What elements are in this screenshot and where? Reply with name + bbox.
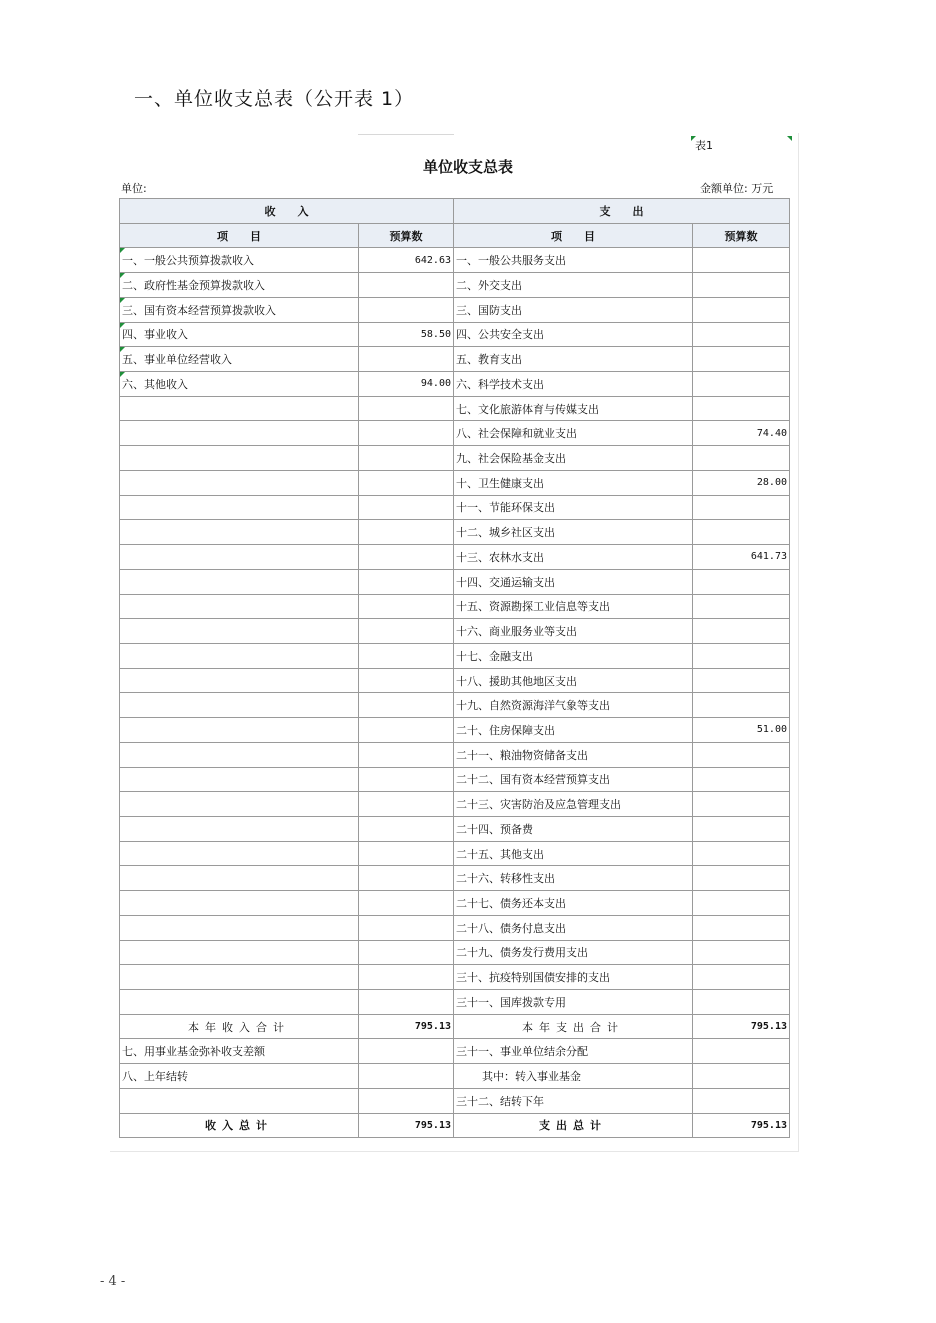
- expense-amount-cell: [693, 619, 790, 644]
- table-row: [120, 569, 790, 594]
- expense-subtotal-amount: 795.13: [693, 1014, 790, 1039]
- table-row: [120, 915, 790, 940]
- income-item-cell: [120, 396, 359, 421]
- expense-item-cell: 七、文化旅游体育与传媒支出: [454, 396, 693, 421]
- expense-amount-cell: [693, 1088, 790, 1113]
- expense-item-cell: 其中：转入事业基金: [454, 1064, 693, 1089]
- income-budget-header: 预算数: [359, 223, 454, 248]
- income-amount-cell: [359, 1039, 454, 1064]
- cell-marker-icon: [120, 273, 125, 278]
- expense-item-header: 项 目: [454, 223, 693, 248]
- cell-marker-icon: [120, 347, 125, 352]
- table-row: [120, 718, 790, 743]
- income-header: 收 入: [120, 199, 454, 224]
- unit-label: 单位:: [121, 182, 147, 195]
- income-item-cell: [120, 495, 359, 520]
- table-row: [120, 792, 790, 817]
- expense-amount-cell: [693, 643, 790, 668]
- expense-amount-cell: [693, 569, 790, 594]
- cell-marker-icon: [787, 136, 792, 141]
- expense-amount-cell: [693, 495, 790, 520]
- expense-budget-header: 预算数: [693, 223, 790, 248]
- table-row: [120, 990, 790, 1015]
- expense-amount-cell: [693, 990, 790, 1015]
- income-amount-cell: [359, 866, 454, 891]
- income-amount-cell: [359, 495, 454, 520]
- table-title: 单位收支总表: [422, 158, 513, 176]
- page-number: - 4 -: [100, 1274, 126, 1289]
- expense-amount-cell: [693, 841, 790, 866]
- table-row: [120, 273, 790, 298]
- income-item-cell: [120, 742, 359, 767]
- income-item-cell: [120, 718, 359, 743]
- expense-item-cell: 二、外交支出: [454, 273, 693, 298]
- expense-amount-cell: [693, 297, 790, 322]
- table-row: [120, 545, 790, 570]
- income-amount-cell: [359, 520, 454, 545]
- income-amount-cell: [359, 891, 454, 916]
- income-item-cell: [120, 520, 359, 545]
- table-row: [120, 347, 790, 372]
- expense-item-cell: 二十一、粮油物资储备支出: [454, 742, 693, 767]
- expense-item-cell: 三、国防支出: [454, 297, 693, 322]
- income-subtotal-label: 本年收入合计: [120, 1014, 359, 1039]
- expense-item-cell: 五、教育支出: [454, 347, 693, 372]
- income-amount-cell: [359, 718, 454, 743]
- expense-item-cell: 十六、商业服务业等支出: [454, 619, 693, 644]
- expense-item-cell: 二十二、国有资本经营预算支出: [454, 767, 693, 792]
- table-row: [120, 668, 790, 693]
- budget-summary-table: [119, 198, 790, 1138]
- income-item-cell: 八、上年结转: [120, 1064, 359, 1089]
- expense-total-amount: 795.13: [693, 1113, 790, 1138]
- income-amount-cell: [359, 990, 454, 1015]
- expense-item-cell: 十、卫生健康支出: [454, 470, 693, 495]
- expense-amount-cell: [693, 520, 790, 545]
- income-subtotal-amount: 795.13: [359, 1014, 454, 1039]
- expense-item-cell: 八、社会保障和就业支出: [454, 421, 693, 446]
- total-row: [120, 1113, 790, 1138]
- income-item-cell: [120, 446, 359, 471]
- expense-amount-cell: [693, 891, 790, 916]
- expense-item-cell: 三十、抗疫特别国债安排的支出: [454, 965, 693, 990]
- expense-amount-cell: [693, 767, 790, 792]
- expense-item-cell: 二十九、债务发行费用支出: [454, 940, 693, 965]
- income-amount-cell: [359, 421, 454, 446]
- table-row: [120, 866, 790, 891]
- income-item-cell: [120, 915, 359, 940]
- income-item-cell: [120, 792, 359, 817]
- table-row: [120, 940, 790, 965]
- expense-amount-cell: 28.00: [693, 470, 790, 495]
- expense-item-cell: 二十四、预备费: [454, 816, 693, 841]
- income-item-cell: [120, 594, 359, 619]
- expense-item-cell: 十三、农林水支出: [454, 545, 693, 570]
- income-amount-cell: [359, 643, 454, 668]
- cell-marker-icon: [120, 323, 125, 328]
- amount-unit-label: 金额单位: 万元: [700, 182, 774, 195]
- cell-marker-icon: [120, 372, 125, 377]
- form-number: 表1: [695, 139, 713, 152]
- income-amount-cell: [359, 470, 454, 495]
- expense-item-cell: 九、社会保险基金支出: [454, 446, 693, 471]
- income-item-cell: [120, 470, 359, 495]
- expense-amount-cell: [693, 965, 790, 990]
- expense-amount-cell: [693, 1039, 790, 1064]
- table-row: [120, 1039, 790, 1064]
- income-amount-cell: [359, 446, 454, 471]
- expense-amount-cell: [693, 792, 790, 817]
- income-item-cell: [120, 619, 359, 644]
- table-row: [120, 643, 790, 668]
- table-row: [120, 297, 790, 322]
- expense-amount-cell: [693, 372, 790, 397]
- expense-item-cell: 一、一般公共服务支出: [454, 248, 693, 273]
- income-item-cell: [120, 816, 359, 841]
- expense-item-cell: 二十六、转移性支出: [454, 866, 693, 891]
- income-amount-cell: [359, 816, 454, 841]
- income-item-cell: [120, 940, 359, 965]
- expense-item-cell: 二十七、债务还本支出: [454, 891, 693, 916]
- income-amount-cell: [359, 841, 454, 866]
- income-item-cell: 五、事业单位经营收入: [120, 347, 359, 372]
- expense-item-cell: 二十五、其他支出: [454, 841, 693, 866]
- expense-amount-cell: [693, 396, 790, 421]
- income-amount-cell: [359, 767, 454, 792]
- income-item-cell: 一、一般公共预算拨款收入: [120, 248, 359, 273]
- table-row: [120, 767, 790, 792]
- cell-marker-icon: [120, 298, 125, 303]
- expense-item-cell: 十七、金融支出: [454, 643, 693, 668]
- table-row: [120, 1064, 790, 1089]
- table-row: [120, 594, 790, 619]
- header-row-group: [120, 199, 790, 224]
- income-amount-cell: 94.00: [359, 372, 454, 397]
- table-row: [120, 322, 790, 347]
- cell-marker-icon: [120, 248, 125, 253]
- expense-subtotal-label: 本年支出合计: [454, 1014, 693, 1039]
- income-item-cell: [120, 421, 359, 446]
- expense-amount-cell: [693, 594, 790, 619]
- income-amount-cell: [359, 1088, 454, 1113]
- expense-amount-cell: [693, 1064, 790, 1089]
- expense-amount-cell: [693, 866, 790, 891]
- table-row: [120, 816, 790, 841]
- expense-amount-cell: [693, 940, 790, 965]
- expense-header: 支 出: [454, 199, 790, 224]
- income-total-amount: 795.13: [359, 1113, 454, 1138]
- income-item-cell: [120, 965, 359, 990]
- expense-item-cell: 二十八、债务付息支出: [454, 915, 693, 940]
- table-row: [120, 421, 790, 446]
- expense-item-cell: 二十三、灾害防治及应急管理支出: [454, 792, 693, 817]
- expense-amount-cell: [693, 347, 790, 372]
- expense-item-cell: 二十、住房保障支出: [454, 718, 693, 743]
- income-item-cell: 三、国有资本经营预算拨款收入: [120, 297, 359, 322]
- income-item-cell: [120, 891, 359, 916]
- income-amount-cell: [359, 792, 454, 817]
- income-amount-cell: [359, 915, 454, 940]
- sheet-top-divider: [358, 134, 454, 135]
- income-total-label: 收入总计: [120, 1113, 359, 1138]
- income-item-cell: [120, 1088, 359, 1113]
- expense-item-cell: 三十二、结转下年: [454, 1088, 693, 1113]
- table-row: [120, 470, 790, 495]
- income-amount-cell: [359, 396, 454, 421]
- income-amount-cell: [359, 1064, 454, 1089]
- income-item-cell: 四、事业收入: [120, 322, 359, 347]
- expense-item-cell: 三十一、国库拨款专用: [454, 990, 693, 1015]
- table-row: [120, 965, 790, 990]
- expense-amount-cell: [693, 322, 790, 347]
- income-amount-cell: [359, 594, 454, 619]
- expense-amount-cell: [693, 273, 790, 298]
- expense-item-cell: 六、科学技术支出: [454, 372, 693, 397]
- table-row: [120, 372, 790, 397]
- table-row: [120, 446, 790, 471]
- expense-amount-cell: [693, 816, 790, 841]
- income-amount-cell: [359, 965, 454, 990]
- income-item-cell: [120, 668, 359, 693]
- income-amount-cell: [359, 297, 454, 322]
- expense-item-cell: 十五、资源勘探工业信息等支出: [454, 594, 693, 619]
- income-item-cell: [120, 866, 359, 891]
- table-row: [120, 619, 790, 644]
- income-item-cell: 六、其他收入: [120, 372, 359, 397]
- table-row: [120, 1088, 790, 1113]
- table-row: [120, 693, 790, 718]
- table-row: [120, 742, 790, 767]
- income-item-header: 项 目: [120, 223, 359, 248]
- expense-amount-cell: [693, 742, 790, 767]
- expense-item-cell: 十一、节能环保支出: [454, 495, 693, 520]
- expense-amount-cell: [693, 693, 790, 718]
- expense-amount-cell: 74.40: [693, 421, 790, 446]
- income-item-cell: 二、政府性基金预算拨款收入: [120, 273, 359, 298]
- expense-amount-cell: [693, 248, 790, 273]
- expense-amount-cell: [693, 668, 790, 693]
- table-row: [120, 891, 790, 916]
- expense-amount-cell: 641.73: [693, 545, 790, 570]
- expense-total-label: 支出总计: [454, 1113, 693, 1138]
- expense-item-cell: 三十一、事业单位结余分配: [454, 1039, 693, 1064]
- income-amount-cell: 642.63: [359, 248, 454, 273]
- income-amount-cell: [359, 273, 454, 298]
- income-item-cell: [120, 990, 359, 1015]
- income-item-cell: [120, 643, 359, 668]
- income-item-cell: [120, 841, 359, 866]
- subtotal-row: [120, 1014, 790, 1039]
- income-item-cell: [120, 767, 359, 792]
- expense-amount-cell: [693, 446, 790, 471]
- income-item-cell: 七、用事业基金弥补收支差额: [120, 1039, 359, 1064]
- expense-item-cell: 四、公共安全支出: [454, 322, 693, 347]
- table-row: [120, 396, 790, 421]
- expense-item-cell: 十四、交通运输支出: [454, 569, 693, 594]
- expense-amount-cell: [693, 915, 790, 940]
- income-amount-cell: [359, 619, 454, 644]
- income-amount-cell: [359, 940, 454, 965]
- expense-item-cell: 十二、城乡社区支出: [454, 520, 693, 545]
- income-item-cell: [120, 693, 359, 718]
- table-row: [120, 841, 790, 866]
- expense-item-cell: 十八、援助其他地区支出: [454, 668, 693, 693]
- income-amount-cell: [359, 693, 454, 718]
- header-row-columns: [120, 223, 790, 248]
- income-amount-cell: [359, 668, 454, 693]
- section-heading: 一、单位收支总表（公开表 1）: [134, 88, 415, 110]
- expense-amount-cell: 51.00: [693, 718, 790, 743]
- income-amount-cell: [359, 545, 454, 570]
- income-amount-cell: [359, 569, 454, 594]
- table-row: [120, 495, 790, 520]
- income-item-cell: [120, 545, 359, 570]
- income-amount-cell: 58.50: [359, 322, 454, 347]
- income-amount-cell: [359, 742, 454, 767]
- income-item-cell: [120, 569, 359, 594]
- expense-item-cell: 十九、自然资源海洋气象等支出: [454, 693, 693, 718]
- income-amount-cell: [359, 347, 454, 372]
- table-row: [120, 248, 790, 273]
- table-row: [120, 520, 790, 545]
